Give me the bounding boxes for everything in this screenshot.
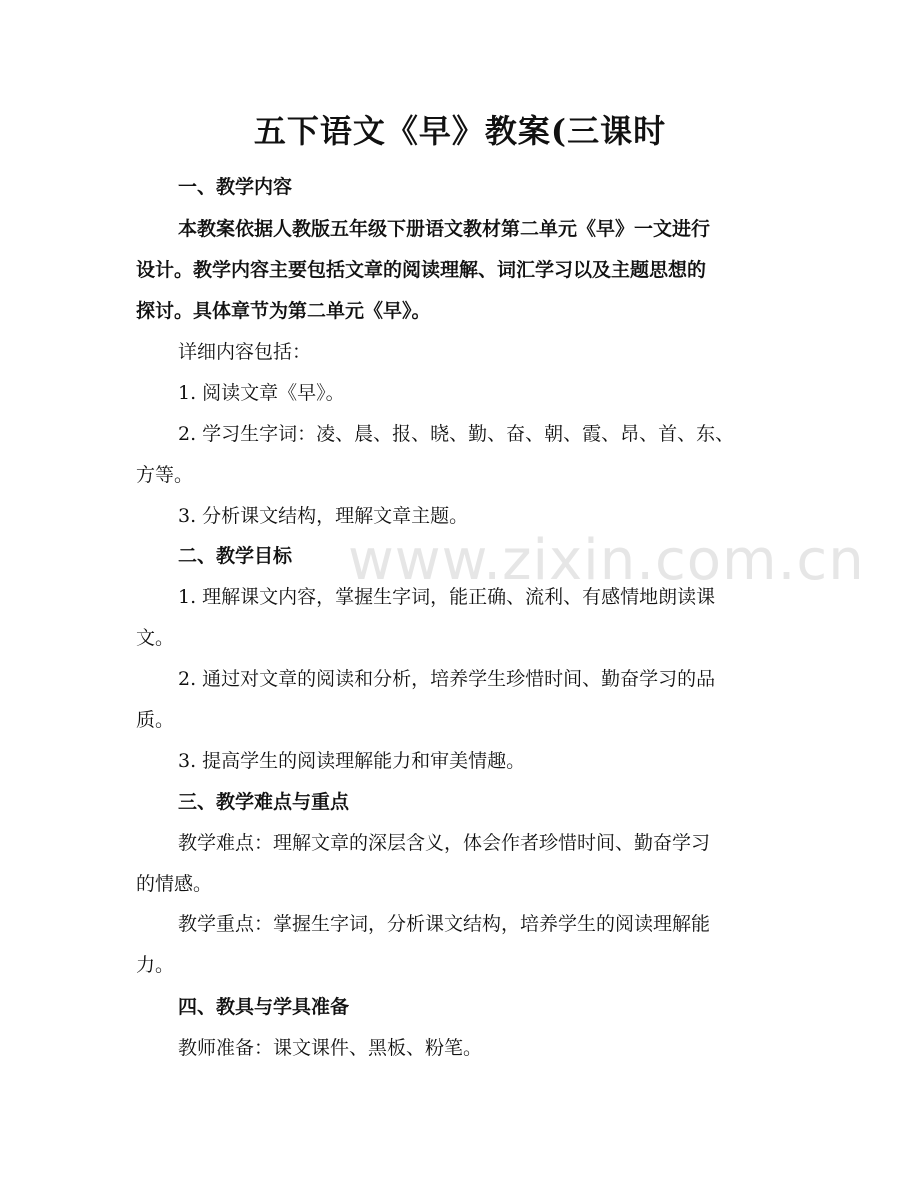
detail-intro: 详细内容包括： bbox=[178, 341, 312, 363]
watermark-text: www.zixin.com.cn bbox=[348, 528, 865, 593]
list-item: 2. 学习生字词：凌、晨、报、晓、勤、奋、朝、霞、昂、首、东、 bbox=[178, 423, 735, 445]
list-item: 2. 通过对文章的阅读和分析，培养学生珍惜时间、勤奋学习的品 bbox=[178, 668, 716, 690]
paragraph-line: 设计。教学内容主要包括文章的阅读理解、词汇学习以及主题思想的 bbox=[136, 259, 707, 281]
list-item: 1. 理解课文内容，掌握生字词，能正确、流利、有感情地朗读课 bbox=[178, 586, 716, 608]
section-heading-goals: 二、教学目标 bbox=[178, 545, 293, 567]
paragraph-line: 力。 bbox=[136, 954, 175, 976]
list-item-continuation: 质。 bbox=[136, 709, 175, 731]
list-item-continuation: 文。 bbox=[136, 627, 175, 649]
list-item-continuation: 方等。 bbox=[136, 464, 194, 486]
list-item: 3. 分析课文结构，理解文章主题。 bbox=[178, 505, 469, 527]
section-heading-content: 一、教学内容 bbox=[178, 176, 293, 198]
list-item: 3. 提高学生的阅读理解能力和审美情趣。 bbox=[178, 750, 526, 772]
paragraph-line: 的情感。 bbox=[136, 873, 213, 895]
section-heading-materials: 四、教具与学具准备 bbox=[178, 996, 350, 1018]
paragraph-line: 探讨。具体章节为第二单元《早》。 bbox=[136, 300, 431, 322]
list-item: 1. 阅读文章《早》。 bbox=[178, 382, 345, 404]
paragraph-line: 本教案依据人教版五年级下册语文教材第二单元《早》一文进行 bbox=[178, 218, 711, 240]
section-heading-difficulties: 三、教学难点与重点 bbox=[178, 791, 350, 813]
paragraph-line: 教师准备：课文课件、黑板、粉笔。 bbox=[178, 1037, 483, 1059]
paragraph-line: 教学重点：掌握生字词，分析课文结构，培养学生的阅读理解能 bbox=[178, 913, 711, 935]
document-title: 五下语文《早》教案(三课时 bbox=[253, 112, 667, 150]
paragraph-line: 教学难点：理解文章的深层含义，体会作者珍惜时间、勤奋学习 bbox=[178, 832, 711, 854]
